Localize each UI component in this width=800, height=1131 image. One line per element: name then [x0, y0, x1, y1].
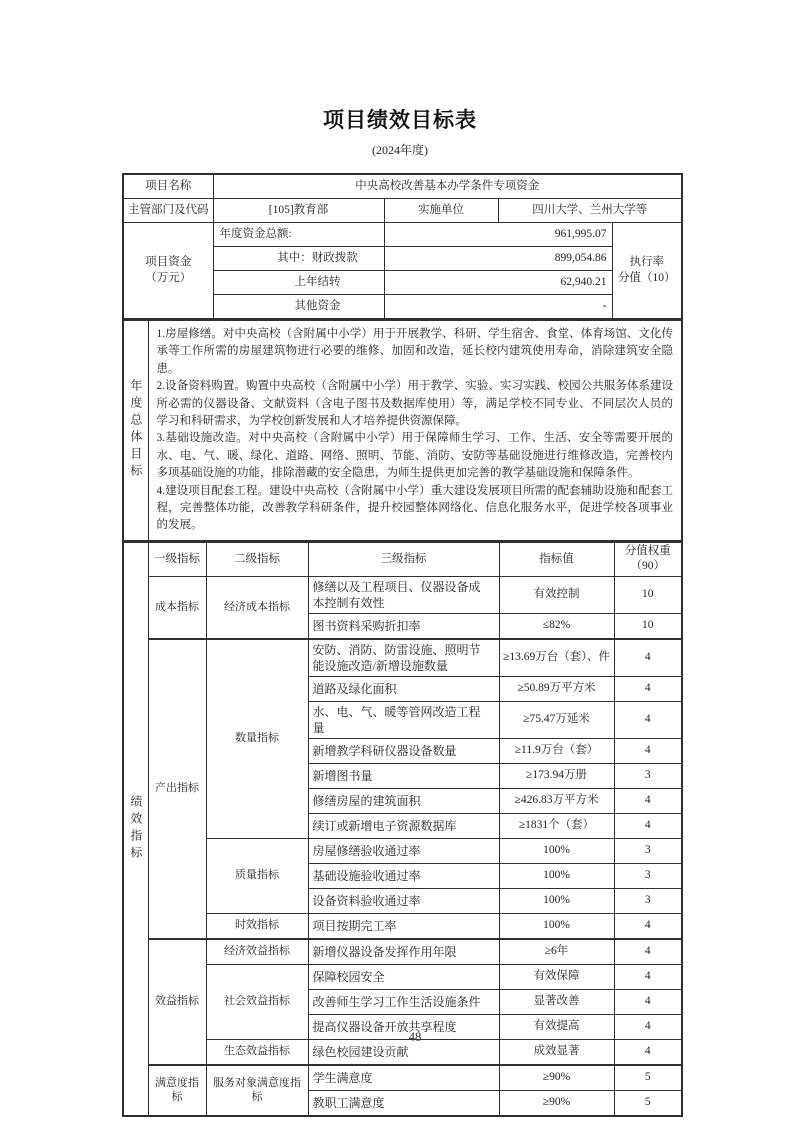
- value-cell: 100%: [499, 913, 614, 939]
- level3-cell: 新增仪器设备发挥作用年限: [308, 939, 499, 965]
- level3-cell: 房屋修缮验收通过率: [308, 838, 499, 863]
- level3-cell: 项目按期完工率: [308, 913, 499, 939]
- value-cell: 100%: [499, 838, 614, 863]
- project-name-label: 项目名称: [123, 174, 213, 199]
- table-row: [123, 199, 682, 223]
- level2-cell: 经济成本指标: [206, 576, 308, 639]
- value-cell: 成效显著: [499, 1039, 614, 1065]
- score-cell: 4: [614, 1014, 682, 1039]
- score-cell: 5: [614, 1090, 682, 1116]
- level3-cell: 新增图书量: [308, 763, 499, 788]
- funds-row-value: -: [384, 295, 612, 320]
- value-cell: 显著改善: [499, 989, 614, 1014]
- level2-cell: 经济效益指标: [206, 939, 308, 965]
- value-cell: ≥11.9万台（套）: [499, 738, 614, 763]
- value-cell: 有效控制: [499, 576, 614, 613]
- level3-cell: 图书资料采购折扣率: [308, 613, 499, 639]
- funds-row-label: 上年结转: [213, 271, 384, 295]
- value-cell: ≤82%: [499, 613, 614, 639]
- document-content: [122, 173, 681, 1117]
- value-cell: ≥90%: [499, 1090, 614, 1116]
- level3-cell: 道路及绿化面积: [308, 676, 499, 701]
- table-row: [123, 223, 682, 247]
- header-level2: 二级指标: [206, 542, 308, 577]
- goal-paragraph: 4.建设项目配套工程。建设中央高校（含附属中小学）重大建设发展项目所需的配套辅助设施和配套工程，完善整体功能，改善教学科研条件，提升校园整体网络化、信息化服务水平，促进学校各项事业的发展。: [156, 484, 673, 532]
- level3-cell: 修缮以及工程项目、仪器设备成本控制有效性: [308, 576, 499, 613]
- score-cell: 3: [614, 838, 682, 863]
- level3-cell: 续订或新增电子资源数据库: [308, 813, 499, 838]
- level3-cell: 水、电、气、暖等管网改造工程量: [308, 701, 499, 738]
- level3-cell: 教职工满意度: [308, 1090, 499, 1116]
- funds-row-value: 899,054.86: [384, 247, 612, 271]
- level3-cell: 设备资料验收通过率: [308, 888, 499, 913]
- indicator-header-row: [123, 542, 682, 577]
- table-row: [123, 174, 682, 199]
- score-cell: 3: [614, 863, 682, 888]
- value-cell: 100%: [499, 863, 614, 888]
- level3-cell: 保障校园安全: [308, 964, 499, 989]
- score-cell: 4: [614, 639, 682, 677]
- funds-row-label: 年度资金总额:: [213, 223, 384, 247]
- table-row: [123, 1065, 682, 1091]
- header-level1: 一级指标: [148, 542, 206, 577]
- page-subtitle: (2024年度): [372, 143, 428, 157]
- annual-goal-table: [122, 319, 683, 542]
- level2-cell: 社会效益指标: [206, 964, 308, 1039]
- header-level3: 三级指标: [308, 542, 499, 577]
- score-cell: 4: [614, 913, 682, 939]
- score-cell: 3: [614, 888, 682, 913]
- level3-cell: 修缮房屋的建筑面积: [308, 788, 499, 813]
- table-row: [123, 838, 682, 863]
- funds-row-value: 961,995.07: [384, 223, 612, 247]
- level2-cell: 质量指标: [206, 838, 308, 913]
- level3-cell: 提高仪器设备开放共享程度: [308, 1014, 499, 1039]
- level2-cell: 数量指标: [206, 639, 308, 839]
- goal-paragraph: 1.房屋修缮。对中央高校（含附属中小学）用于开展教学、科研、学生宿舍、食堂、体育场馆、文化传承等工作所需的房屋建筑物进行必要的维修、加固和改造，延长校内建筑使用寿命，消除建筑安全隐患。: [156, 328, 673, 375]
- score-cell: 4: [614, 813, 682, 838]
- table-row: [123, 964, 682, 989]
- indicator-section-label-text: 绩效指标: [128, 794, 143, 863]
- level1-cell: 效益指标: [148, 939, 206, 1065]
- header-score: 分值权重（90）: [614, 542, 682, 577]
- score-cell: 5: [614, 1065, 682, 1091]
- level3-cell: 基础设施验收通过率: [308, 863, 499, 888]
- score-cell: 4: [614, 676, 682, 701]
- header-value: 指标值: [499, 542, 614, 577]
- value-cell: 有效保障: [499, 964, 614, 989]
- level3-cell: 改善师生学习工作生活设施条件: [308, 989, 499, 1014]
- dept-value: [105]教育部: [213, 199, 384, 223]
- value-cell: ≥75.47万延米: [499, 701, 614, 738]
- dept-label: 主管部门及代码: [123, 199, 213, 223]
- value-cell: ≥13.69万台（套）、件: [499, 639, 614, 677]
- table-row: [123, 576, 682, 613]
- funds-label-line1: 项目资金: [145, 255, 192, 268]
- project-info-table: [122, 173, 683, 320]
- level3-cell: 安防、消防、防雷设施、照明节能设施改造/新增设施数量: [308, 639, 499, 677]
- page-number: 48: [408, 1030, 422, 1044]
- execution-rate-label: [612, 223, 682, 320]
- annual-goal-text: [148, 320, 682, 541]
- funds-row-label: 其他资金: [213, 295, 384, 320]
- value-cell: 有效提高: [499, 1014, 614, 1039]
- value-cell: ≥426.83万平方米: [499, 788, 614, 813]
- funds-row-label: 其中：财政拨款: [213, 247, 384, 271]
- funds-label-line2: （万元）: [145, 271, 192, 284]
- score-cell: 4: [614, 989, 682, 1014]
- score-cell: 4: [614, 701, 682, 738]
- funds-label: [123, 223, 213, 320]
- annual-goal-label-text: 年度总体目标: [128, 379, 143, 482]
- execution-rate-line2: 分值（10）: [618, 271, 676, 284]
- execution-rate-line1: 执行率: [629, 255, 664, 268]
- score-cell: 4: [614, 788, 682, 813]
- impl-unit-value: 四川大学、兰州大学等: [498, 199, 682, 223]
- impl-unit-label: 实施单位: [384, 199, 498, 223]
- annual-goal-label: [123, 320, 148, 541]
- goal-paragraph: 2.设备资料购置。购置中央高校（含附属中小学）用于教学、实验、实习实践、校园公共服务体系建设所必需的仪器设备、文献资料（含电子图书及数据库使用）等，满足学校不同专业、不同层次人员的学习和科研需求，为学校创新发展和人才培养提供资源保障。: [156, 380, 673, 428]
- level2-cell: 服务对象满意度指标: [206, 1065, 308, 1116]
- value-cell: ≥173.94万册: [499, 763, 614, 788]
- table-row: [123, 639, 682, 677]
- level3-cell: 学生满意度: [308, 1065, 499, 1091]
- table-row: [123, 939, 682, 965]
- level3-cell: 绿色校园建设贡献: [308, 1039, 499, 1065]
- goal-paragraph: 3.基础设施改造。对中央高校（含附属中小学）用于保障师生学习、工作、生活、安全等需要开展的水、电、气、暖、绿化、道路、网络、照明、节能、消防、安防等基础设施进行维修改造，完善校内多项基础设施的功能，排除潜藏的安全隐患，为师生提供更加完善的教学基础设施和保障条件。: [156, 432, 673, 480]
- score-cell: 4: [614, 738, 682, 763]
- funds-row-value: 62,940.21: [384, 271, 612, 295]
- table-row: [123, 320, 682, 541]
- value-cell: ≥6年: [499, 939, 614, 965]
- value-cell: ≥90%: [499, 1065, 614, 1091]
- score-cell: 4: [614, 939, 682, 965]
- level2-cell: 生态效益指标: [206, 1039, 308, 1065]
- level3-cell: 新增教学科研仪器设备数量: [308, 738, 499, 763]
- value-cell: ≥1831个（套）: [499, 813, 614, 838]
- score-cell: 3: [614, 763, 682, 788]
- score-cell: 4: [614, 1039, 682, 1065]
- level2-cell: 时效指标: [206, 913, 308, 939]
- value-cell: ≥50.89万平方米: [499, 676, 614, 701]
- score-cell: 4: [614, 964, 682, 989]
- level1-cell: 成本指标: [148, 576, 206, 639]
- level1-cell: 产出指标: [148, 639, 206, 939]
- score-cell: 10: [614, 613, 682, 639]
- score-cell: 10: [614, 576, 682, 613]
- value-cell: 100%: [499, 888, 614, 913]
- table-row: [123, 913, 682, 939]
- page-title: 项目绩效目标表: [323, 109, 477, 132]
- level1-cell: 满意度指标: [148, 1065, 206, 1116]
- project-name-value: 中央高校改善基本办学条件专项资金: [213, 174, 682, 199]
